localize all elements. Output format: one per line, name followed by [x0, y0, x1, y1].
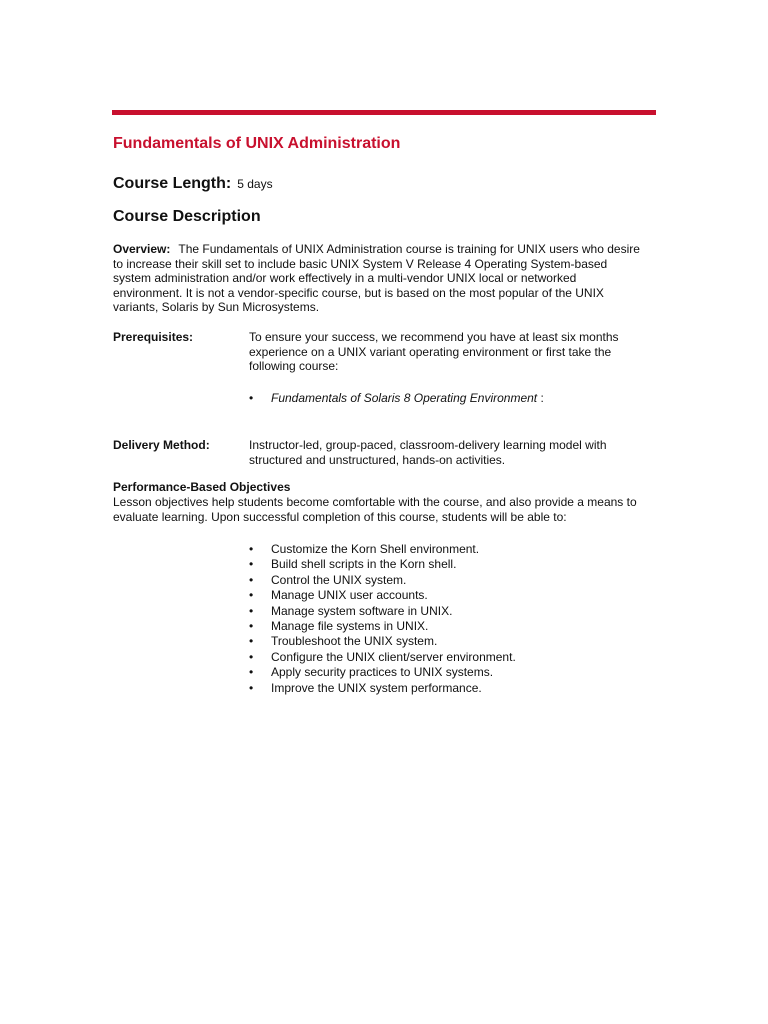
objectives-heading: Performance-Based Objectives	[113, 480, 291, 494]
bullet-icon: •	[249, 588, 254, 603]
bullet-icon: •	[249, 391, 254, 405]
course-length	[113, 175, 273, 193]
bullet-icon: •	[249, 665, 254, 680]
overview-paragraph	[113, 242, 643, 315]
bullet-icon: •	[249, 634, 254, 649]
bullet-icon: •	[249, 619, 254, 634]
overview-label: Overview:	[113, 242, 171, 256]
list-item: • Troubleshoot the UNIX system.	[249, 634, 438, 649]
bullet-icon: •	[249, 680, 254, 695]
overview-text: The Fundamentals of UNIX Administration course is training for UNIX users who desire to increase their skill set to include basic UNIX System V Release 4 Operating System-based system administration and/or work effectively in a multi-vendor UNIX local or networked environment. It is not a vendor-specific course, but is based on the most popular of the UNIX variants, Solaris by Sun Microsystems.	[113, 242, 640, 315]
bullet-icon: •	[249, 542, 254, 556]
prerequisite-course-item	[249, 391, 544, 405]
list-item: • Control the UNIX system.	[249, 572, 407, 587]
objectives-intro: Lesson objectives help students become comfortable with the course, and also provide a means to evaluate learning. Upon successful completion of this course, students will be able to:	[113, 495, 637, 524]
list-item: • Manage UNIX user accounts.	[249, 588, 428, 603]
delivery-method-label: Delivery Method:	[113, 438, 210, 452]
bullet-icon: •	[249, 603, 254, 618]
bullet-icon: •	[249, 557, 254, 572]
list-item: • Configure the UNIX client/server environment.	[249, 649, 516, 664]
prerequisites-text: To ensure your success, we recommend you have at least six months experience on a UNIX variant operating environment or first take the following course:	[249, 330, 619, 374]
prerequisites-label: Prerequisites:	[113, 330, 194, 344]
course-description-heading: Course Description	[113, 208, 261, 225]
delivery-method-text: Instructor-led, group-paced, classroom-delivery learning model with structured and unstructured, hands-on activities.	[249, 438, 607, 467]
objectives-list	[249, 542, 516, 696]
list-item: • Improve the UNIX system performance.	[249, 680, 482, 695]
prerequisite-course-suffix: :	[537, 391, 544, 405]
list-item: • Manage system software in UNIX.	[249, 603, 453, 618]
top-rule	[112, 110, 656, 115]
list-item: • Build shell scripts in the Korn shell.	[249, 557, 457, 572]
list-item: • Customize the Korn Shell environment.	[249, 542, 480, 556]
course-length-label: Course Length:	[113, 175, 232, 192]
course-length-value: 5 days	[237, 177, 273, 191]
bullet-icon: •	[249, 649, 254, 664]
course-title: Fundamentals of UNIX Administration	[113, 135, 401, 152]
bullet-icon: •	[249, 572, 254, 587]
prerequisite-course-name: Fundamentals of Solaris 8 Operating Environment	[271, 391, 538, 405]
list-item: • Apply security practices to UNIX systems.	[249, 665, 494, 680]
list-item: • Manage file systems in UNIX.	[249, 619, 429, 634]
